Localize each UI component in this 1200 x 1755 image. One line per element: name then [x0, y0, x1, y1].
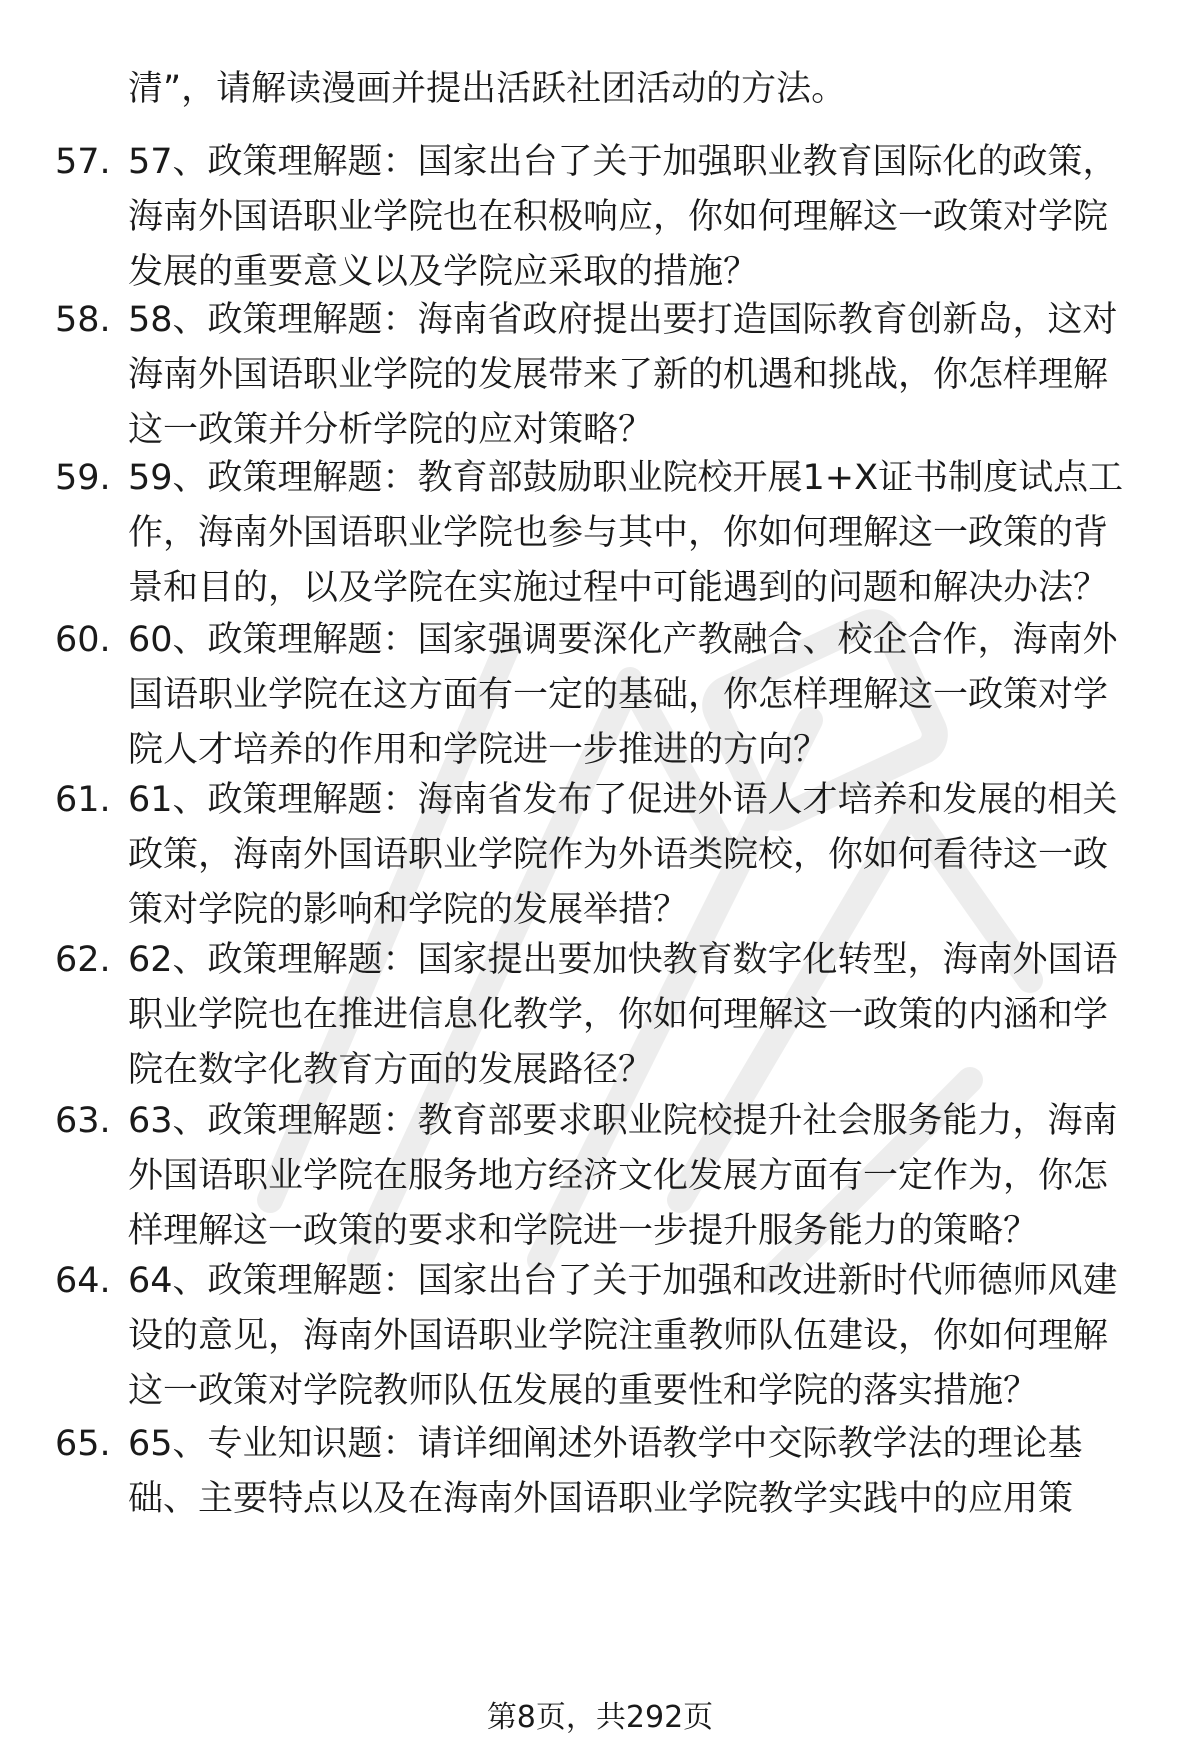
question-text	[128, 773, 1148, 938]
question-number: 57.	[55, 142, 111, 182]
question-number: 65.	[55, 1424, 111, 1464]
question-text-line: 这一政策并分析学院的应对策略？	[128, 410, 654, 450]
question-number: 59.	[55, 458, 111, 498]
question-text-line: 础、主要特点以及在海南外国语职业学院教学实践中的应用策	[128, 1479, 1074, 1519]
question-text	[128, 933, 1148, 1098]
question-text-line: 院人才培养的作用和学院进一步推进的方向？	[128, 730, 829, 770]
question-text-line: 65、专业知识题：请详细阐述外语教学中交际教学法的理论基	[128, 1424, 1083, 1464]
question-number: 61.	[55, 780, 111, 820]
continued-question-text: 清”，请解读漫画并提出活跃社团活动的方法。	[128, 69, 847, 109]
question-text	[128, 1254, 1148, 1419]
question-text-line: 60、政策理解题：国家强调要深化产教融合、校企合作，海南外	[128, 620, 1118, 660]
question-text-line: 职业学院也在推进信息化教学，你如何理解这一政策的内涵和学	[128, 995, 1109, 1035]
question-text	[128, 1094, 1148, 1259]
question-number: 62.	[55, 940, 111, 980]
question-text	[128, 135, 1148, 300]
question-text-line: 外国语职业学院在服务地方经济文化发展方面有一定作为，你怎	[128, 1156, 1109, 1196]
question-text-line: 国语职业学院在这方面有一定的基础，你怎样理解这一政策对学	[128, 675, 1109, 715]
question-text-line: 样理解这一政策的要求和学院进一步提升服务能力的策略？	[128, 1211, 1039, 1251]
question-number: 60.	[55, 620, 111, 660]
question-text	[128, 293, 1148, 458]
question-text-line: 海南外国语职业学院的发展带来了新的机遇和挑战，你怎样理解	[128, 355, 1109, 395]
question-text-line: 61、政策理解题：海南省发布了促进外语人才培养和发展的相关	[128, 780, 1118, 820]
question-text-line: 策对学院的影响和学院的发展举措？	[128, 890, 689, 930]
page-number-footer: 第8页，共292页	[486, 1700, 714, 1735]
question-text-line: 政策，海南外国语职业学院作为外语类院校，你如何看待这一政	[128, 835, 1109, 875]
question-text-line: 58、政策理解题：海南省政府提出要打造国际教育创新岛，这对	[128, 300, 1118, 340]
question-text-line: 63、政策理解题：教育部要求职业院校提升社会服务能力，海南	[128, 1101, 1118, 1141]
question-text-line: 院在数字化教育方面的发展路径？	[128, 1050, 654, 1090]
question-text-line: 62、政策理解题：国家提出要加快教育数字化转型，海南外国语	[128, 940, 1118, 980]
question-text-line: 59、政策理解题：教育部鼓励职业院校开展1+X证书制度试点工	[128, 458, 1124, 498]
question-text-line: 景和目的，以及学院在实施过程中可能遇到的问题和解决办法？	[128, 568, 1109, 608]
question-text-line: 作，海南外国语职业学院也参与其中，你如何理解这一政策的背	[128, 513, 1109, 553]
question-text-line: 海南外国语职业学院也在积极响应，你如何理解这一政策对学院	[128, 197, 1109, 237]
question-text	[128, 613, 1148, 778]
question-text	[128, 1417, 1148, 1527]
question-number: 58.	[55, 300, 111, 340]
question-text-line: 发展的重要意义以及学院应采取的措施？	[128, 252, 759, 292]
question-text-line: 57、政策理解题：国家出台了关于加强职业教育国际化的政策，	[128, 142, 1118, 182]
question-text	[128, 451, 1148, 616]
question-text-line: 这一政策对学院教师队伍发展的重要性和学院的落实措施？	[128, 1371, 1039, 1411]
question-number: 63.	[55, 1101, 111, 1141]
question-text-line: 设的意见，海南外国语职业学院注重教师队伍建设，你如何理解	[128, 1316, 1109, 1356]
question-text-line: 64、政策理解题：国家出台了关于加强和改进新时代师德师风建	[128, 1261, 1118, 1301]
question-number: 64.	[55, 1261, 111, 1301]
